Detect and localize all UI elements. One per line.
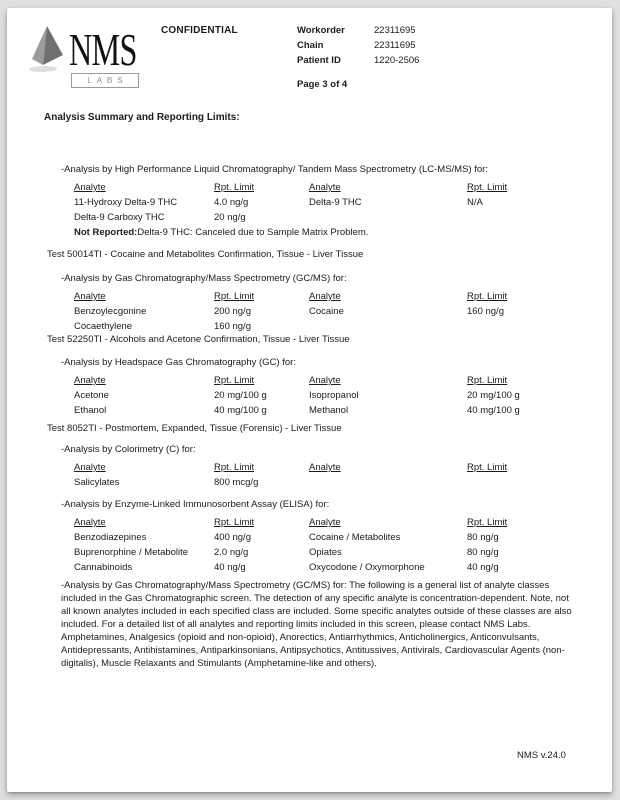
column-header: Rpt. Limit (467, 291, 508, 302)
chain-value: 22311695 (374, 40, 416, 51)
table-header-row (74, 290, 600, 305)
analyte-cell: Cannabinoids (74, 562, 133, 573)
table-row (74, 305, 600, 320)
rpt-limit-cell: 40 mg/100 g (467, 405, 520, 416)
rpt-limit-cell: 80 ng/g (467, 532, 499, 543)
test-header: Test 52250TI - Alcohols and Acetone Confirmation, Tissue - Liver Tissue (47, 334, 350, 345)
patient-id-value: 1220-2506 (374, 55, 420, 66)
rpt-limit-cell: 20 mg/100 g (214, 390, 267, 401)
analyte-table (74, 516, 600, 576)
table-row (74, 546, 600, 561)
table-header-row (74, 516, 600, 531)
page-indicator: Page 3 of 4 (297, 79, 348, 90)
rpt-limit-cell: 400 ng/g (214, 532, 251, 543)
workorder-label: Workorder (297, 25, 345, 36)
not-reported-label: Not Reported: (74, 227, 138, 238)
chain-label: Chain (297, 40, 324, 51)
analyte-cell: Salicylates (74, 477, 120, 488)
column-header: Rpt. Limit (214, 517, 255, 528)
not-reported-text: Delta-9 THC: Canceled due to Sample Matrix Problem. (137, 227, 369, 238)
analyte-table (74, 290, 600, 335)
analyte-cell: 11-Hydroxy Delta-9 THC (74, 197, 178, 208)
rpt-limit-cell: 2.0 ng/g (214, 547, 249, 558)
column-header: Analyte (74, 375, 106, 386)
table-row (74, 561, 600, 576)
analysis-section (61, 164, 600, 241)
table-row (74, 320, 600, 335)
column-header: Rpt. Limit (214, 291, 255, 302)
analyte-table (74, 374, 600, 419)
rpt-limit-cell: N/A (467, 197, 483, 208)
column-header: Analyte (309, 182, 341, 193)
report-page (7, 8, 612, 792)
analysis-method-line: -Analysis by Headspace Gas Chromatography (GC) for: (61, 357, 296, 368)
analyte-cell: Cocaine / Metabolites (309, 532, 401, 543)
patient-id-label: Patient ID (297, 55, 341, 66)
column-header: Rpt. Limit (214, 375, 255, 386)
rpt-limit-cell: 160 ng/g (467, 306, 504, 317)
column-header: Rpt. Limit (214, 462, 255, 473)
rpt-limit-cell: 160 ng/g (214, 321, 251, 332)
analyte-cell: Isopropanol (309, 390, 359, 401)
not-reported-note (74, 226, 600, 241)
report-body (7, 8, 612, 792)
column-header: Rpt. Limit (467, 462, 508, 473)
rpt-limit-cell: 200 ng/g (214, 306, 251, 317)
rpt-limit-cell: 4.0 ng/g (214, 197, 249, 208)
test-header: Test 8052TI - Postmortem, Expanded, Tissue (Forensic) - Liver Tissue (47, 423, 342, 434)
analysis-section (61, 273, 600, 335)
analyte-cell: Benzodiazepines (74, 532, 147, 543)
column-header: Analyte (74, 182, 106, 193)
table-row (74, 389, 600, 404)
table-header-row (74, 181, 600, 196)
analysis-section (61, 499, 600, 576)
table-header-row (74, 374, 600, 389)
analyte-table (74, 181, 600, 241)
analyte-cell: Delta-9 Carboxy THC (74, 212, 165, 223)
column-header: Analyte (74, 291, 106, 302)
analyte-table (74, 461, 600, 491)
analyte-cell: Cocaine (309, 306, 344, 317)
analyte-cell: Delta-9 THC (309, 197, 362, 208)
column-header: Analyte (309, 462, 341, 473)
rpt-limit-cell: 40 ng/g (467, 562, 499, 573)
analyte-cell: Benzoylecgonine (74, 306, 147, 317)
analysis-method-line: -Analysis by High Performance Liquid Chromatography/ Tandem Mass Spectrometry (LC-MS/MS) for: (61, 164, 488, 175)
workorder-value: 22311695 (374, 25, 416, 36)
analyte-cell: Cocaethylene (74, 321, 133, 332)
rpt-limit-cell: 800 mcg/g (214, 477, 259, 488)
analyte-cell: Methanol (309, 405, 349, 416)
analysis-method-line: -Analysis by Enzyme-Linked Immunosorbent Assay (ELISA) for: (61, 499, 330, 510)
logo-labs-badge: LABS (71, 73, 139, 88)
analysis-section (61, 357, 600, 419)
analyte-cell: Buprenorphine / Metabolite (74, 547, 189, 558)
column-header: Analyte (74, 462, 106, 473)
table-row (74, 196, 600, 211)
analysis-section (61, 444, 600, 491)
column-header: Rpt. Limit (467, 517, 508, 528)
test-header: Test 50014TI - Cocaine and Metabolites Confirmation, Tissue - Liver Tissue (47, 249, 364, 260)
rpt-limit-cell: 80 ng/g (467, 547, 499, 558)
rpt-limit-cell: 20 mg/100 g (467, 390, 520, 401)
column-header: Analyte (309, 517, 341, 528)
analyte-cell: Opiates (309, 547, 342, 558)
analyte-cell: Acetone (74, 390, 109, 401)
column-header: Rpt. Limit (214, 182, 255, 193)
confidential-label: CONFIDENTIAL (161, 25, 238, 36)
column-header: Analyte (74, 517, 106, 528)
rpt-limit-cell: 20 ng/g (214, 212, 246, 223)
report-version: NMS v.24.0 (517, 750, 566, 761)
table-row (74, 476, 600, 491)
analyte-cell: Ethanol (74, 405, 107, 416)
table-row (74, 404, 600, 419)
rpt-limit-cell: 40 ng/g (214, 562, 246, 573)
column-header: Analyte (309, 375, 341, 386)
report-title: Analysis Summary and Reporting Limits: (44, 112, 240, 123)
analyte-cell: Oxycodone / Oxymorphone (309, 562, 425, 573)
table-row (74, 211, 600, 226)
rpt-limit-cell: 40 mg/100 g (214, 405, 267, 416)
analysis-paragraph: -Analysis by Gas Chromatography/Mass Spectrometry (GC/MS) for: The following is a general list of analyte classes included in the Gas Chromatographic screen. The detection of any specific analyte is concentration-dependent. Note, not all known analytes included in each specified class are included. Some specific analytes outside of these classes are also included. For a detailed list of all analytes and reporting limits included in this screen, please contact NMS Labs. Amphetamines, Analgesics (opioid and non-opioid), Anorectics, Antiarrhythmics, Anticholinergics, Anticonvulsants, Antidepressants, Antihistamines, Antiparkinsonians, Antipsychotics, Antitussives, Antivirals, Cardiovascular Agents (non-digitalis), Muscle Relaxants and Stimulants (Amphetamine-like and others). (61, 580, 572, 669)
table-header-row (74, 461, 600, 476)
analysis-method-line: -Analysis by Gas Chromatography/Mass Spectrometry (GC/MS) for: (61, 273, 347, 284)
column-header: Analyte (309, 291, 341, 302)
column-header: Rpt. Limit (467, 182, 508, 193)
column-header: Rpt. Limit (467, 375, 508, 386)
table-row (74, 531, 600, 546)
logo-wordmark: NMS (69, 24, 137, 75)
analysis-method-line: -Analysis by Colorimetry (C) for: (61, 444, 196, 455)
